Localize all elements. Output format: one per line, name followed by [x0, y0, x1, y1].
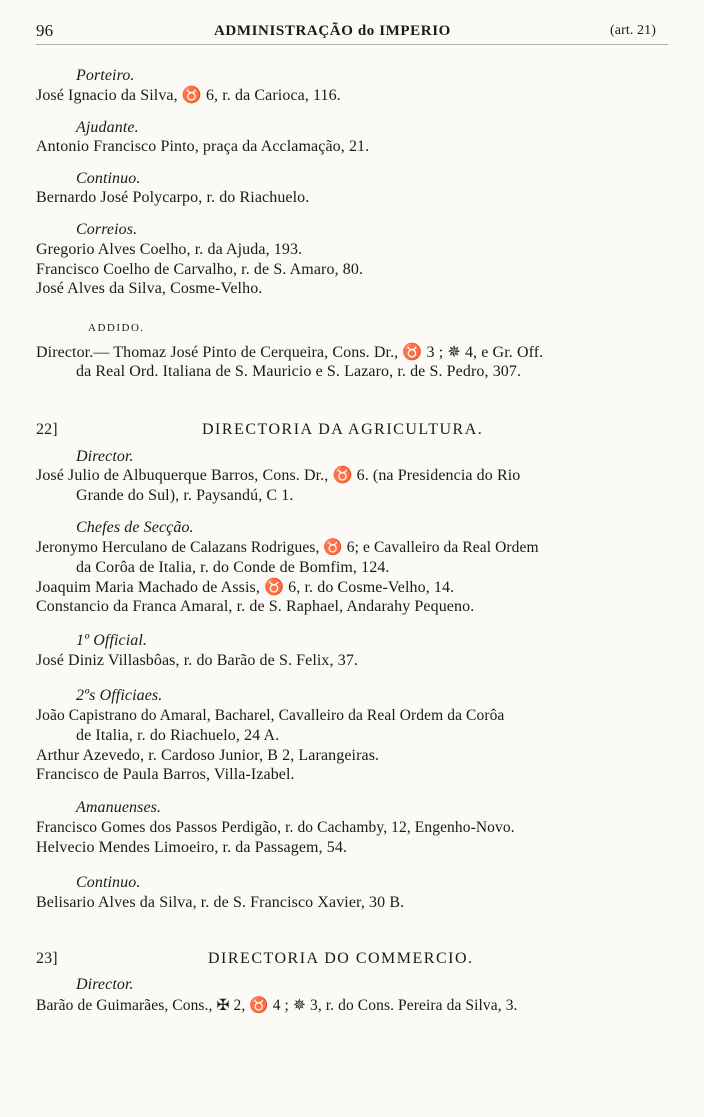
section-22-number: 22] [36, 421, 58, 438]
entry-line: Gregorio Alves Coelho, r. da Ajuda, 193. [36, 241, 303, 258]
entry-line: Francisco Gomes dos Passos Perdigão, r. do Cachamby, 12, Engenho-Novo. [36, 819, 515, 836]
entry-line: Barão de Guimarães, Cons., ✠ 2, ♉ 4 ; ✵ 3, r. do Cons. Pereira da Silva, 3. [36, 997, 518, 1014]
entry-line: João Capistrano do Amaral, Bacharel, Cavalleiro da Real Ordem da Corôa [36, 707, 505, 724]
entry-line: Jeronymo Herculano de Calazans Rodrigues, ♉ 6; e Cavalleiro da Real Ordem [36, 539, 539, 556]
entry-line: José Diniz Villasbôas, r. do Barão de S. Felix, 37. [36, 652, 359, 669]
role-director: Director. [76, 976, 134, 993]
role-porteiro: Porteiro. [76, 67, 135, 84]
running-title: ADMINISTRAÇÃO do IMPERIO [214, 23, 451, 39]
addido-label: ADDIDO. [88, 322, 145, 334]
section-23-title: DIRECTORIA DO COMMERCIO. [208, 950, 474, 967]
entry-line: Helvecio Mendes Limoeiro, r. da Passagem, 54. [36, 839, 348, 856]
role-continuo: Continuo. [76, 170, 141, 187]
entry-line: Antonio Francisco Pinto, praça da Acclamação, 21. [36, 138, 370, 155]
section-23-number: 23] [36, 950, 58, 967]
role-officials-2: 2ºs Officiaes. [76, 687, 163, 704]
entry-line: Constancio da Franca Amaral, r. de S. Raphael, Andarahy Pequeno. [36, 598, 475, 615]
entry-line: Belisario Alves da Silva, r. de S. Francisco Xavier, 30 B. [36, 894, 405, 911]
role-chefes: Chefes de Secção. [76, 519, 194, 536]
entry-line: Bernardo José Polycarpo, r. do Riachuelo. [36, 189, 310, 206]
entry-line: José Julio de Albuquerque Barros, Cons. Dr., ♉ 6. (na Presidencia do Rio [36, 467, 521, 484]
addido-line-1: Director.— Thomaz José Pinto de Cerqueira, Cons. Dr., ♉ 3 ; ✵ 4, e Gr. Off. [36, 344, 544, 361]
role-amanuenses: Amanuenses. [76, 799, 162, 816]
addido-line-2: da Real Ord. Italiana de S. Mauricio e S. Lazaro, r. de S. Pedro, 307. [76, 363, 522, 380]
header-rule [36, 44, 668, 45]
entry-line: Grande do Sul), r. Paysandú, C 1. [76, 487, 294, 504]
role-correios: Correios. [76, 221, 138, 238]
entry-line: da Corôa de Italia, r. do Conde de Bomfim, 124. [76, 559, 390, 576]
entry-line: Francisco de Paula Barros, Villa-Izabel. [36, 766, 295, 783]
entry-line: Arthur Azevedo, r. Cardoso Junior, B 2, Larangeiras. [36, 747, 380, 764]
section-22-title: DIRECTORIA DA AGRICULTURA. [202, 421, 484, 438]
entry-line: Francisco Coelho de Carvalho, r. de S. Amaro, 80. [36, 261, 364, 278]
role-official-1: 1º Official. [76, 632, 148, 649]
article-ref: (art. 21) [610, 23, 656, 38]
entry-line: de Italia, r. do Riachuelo, 24 A. [76, 727, 280, 744]
entry-line: José Alves da Silva, Cosme-Velho. [36, 280, 263, 297]
role-continuo: Continuo. [76, 874, 141, 891]
entry-line: José Ignacio da Silva, ♉ 6, r. da Carioca, 116. [36, 87, 341, 104]
entry-line: Joaquim Maria Machado de Assis, ♉ 6, r. do Cosme-Velho, 14. [36, 579, 455, 596]
page-number: 96 [36, 21, 54, 40]
role-ajudante: Ajudante. [76, 119, 139, 136]
role-director: Director. [76, 448, 134, 465]
